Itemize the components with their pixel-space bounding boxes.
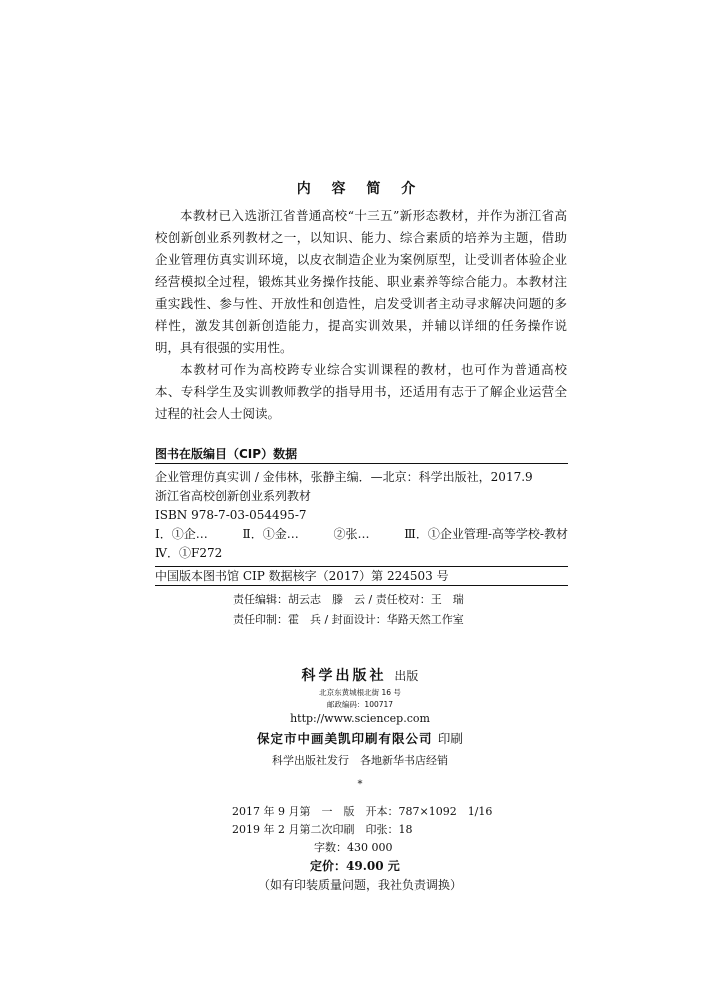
cip-heading: 图书在版编目（CIP）数据 [155, 447, 298, 461]
price: 定价：49.00 元 [310, 859, 400, 873]
cip-isbn: ISBN 978-7-03-054495-7 [155, 508, 307, 522]
summary-text [155, 205, 567, 425]
quality-notice: （如有印装质量问题，我社负责调换） [257, 878, 462, 892]
printer-line [0, 727, 720, 751]
cip-bottom-rule [155, 585, 568, 586]
credits-production: 责任印制：霍 兵 / 封面设计：华路天然工作室 [233, 613, 464, 626]
summary-paragraph-2: 本教材可作为高校跨专业综合实训课程的教材，也可作为普通高校本、专科学生及实训教师教学的指导用书，还适用有志于了解企业运营全过程的社会人士阅读。 [155, 362, 567, 421]
credits-editors: 责任编辑：胡云志 滕 云 / 责任校对：王 瑞 [233, 593, 464, 606]
cip-top-rule [155, 463, 568, 464]
printer-name: 保定市中画美凯印刷有限公司 [257, 731, 433, 746]
edition-line: 2017 年 9 月第 一 版 开本：787×1092 1/16 [232, 805, 493, 818]
printing-line: 2019 年 2 月第二次印刷 印张：18 [232, 823, 413, 836]
cip-clc-line: Ⅳ．①F272 [155, 546, 223, 560]
publisher-name: 科学出版社 [301, 668, 387, 684]
summary-paragraph-1: 本教材已入选浙江省普通高校“十三五”新形态教材，并作为浙江省高校创新创业系列教材之一，以知识、能力、综合素质的培养为主题，借助企业管理仿真实训环境，以皮衣制造企业为案例原型，让受训者体验企业经营模拟全过程，锻炼其业务操作技能、职业素养等综合能力。本教材注重实践性、参与性、开放性和创造性，启发受训者主动寻求解决问题的多样性，激发其创新创造能力，提高实训效果，并辅以详细的任务操作说明，具有很强的实用性。 [155, 208, 567, 355]
publisher-line [0, 665, 720, 687]
cip-title-line: 企业管理仿真实训 / 金伟林，张静主编．—北京：科学出版社，2017.9 [155, 470, 533, 484]
cip-class-3: ②张… [333, 527, 370, 541]
printer-suffix: 印刷 [437, 731, 463, 746]
summary-title: 内 容 简 介 [296, 181, 424, 197]
publisher-suffix: 出版 [394, 669, 419, 683]
word-count: 字数：430 000 [314, 841, 393, 854]
credits [233, 590, 464, 630]
cip-class-2: Ⅱ．①金… [242, 527, 299, 541]
distribution-line: 科学出版社发行 各地新华书店经销 [272, 754, 448, 767]
cip-record [155, 468, 568, 563]
cip-number: 中国版本图书馆 CIP 数据核字（2017）第 224503 号 [155, 569, 449, 583]
publisher-url: http://www.sciencep.com [290, 712, 430, 725]
cip-classification-line [155, 525, 568, 544]
cip-series-line: 浙江省高校创新创业系列教材 [155, 489, 312, 503]
separator-star: * [357, 779, 363, 790]
cip-class-1: Ⅰ．①企… [155, 527, 208, 541]
edition-specs [232, 803, 492, 875]
publisher-address: 北京东黄城根北街 16 号 [319, 688, 401, 697]
cip-class-4: Ⅲ．①企业管理-高等学校-教材 [404, 527, 568, 541]
publisher-postcode: 邮政编码：100717 [326, 700, 394, 709]
colophon [0, 665, 720, 795]
